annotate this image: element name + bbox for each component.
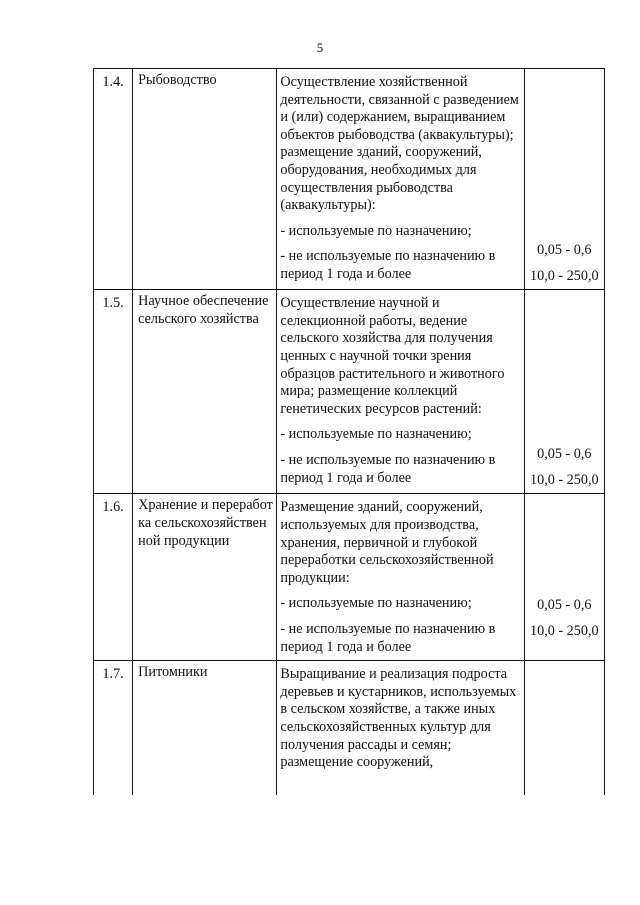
row-sub-unused: - не используемые по назначению в период 1 года и более (280, 451, 496, 486)
row-value-unused: 10,0 - 250,0 (530, 267, 599, 284)
row-description-cell (277, 69, 524, 290)
row-values-cell (524, 661, 604, 796)
row-sub-used: - используемые по назначению; (280, 426, 472, 443)
row-description-cell (277, 494, 524, 661)
table-row (94, 661, 605, 796)
row-description: Осуществление научной и селекционной работы, ведение сельского хозяйства для получения ценных с научной точки зрения образцов растительного и животного мира; размещение коллекций генетических ресурсов растений: (280, 295, 505, 417)
row-value-used: 0,05 - 0,6 (537, 446, 592, 463)
table-row (94, 494, 605, 661)
row-sub-used: - используемые по назначению; (280, 595, 472, 612)
land-use-table (93, 68, 605, 795)
row-value-unused: 10,0 - 250,0 (530, 471, 599, 488)
row-sub-unused: - не используемые по назначению в период 1 года и более (280, 620, 496, 655)
row-description: Размещение зданий, сооружений, используемых для производства, хранения, первичной и глубокой переработки сельскохозяйственной продукции: (280, 499, 494, 586)
row-description: Выращивание и реализация подроста деревьев и кустарников, используемых в сельском хозяйстве, а также иных сельскохозяйственных культур для получения рассады и семян; размещение сооружений, (280, 666, 517, 771)
row-sub-used: - используемые по назначению; (280, 222, 472, 239)
row-name: Рыбоводство (133, 69, 277, 290)
row-sub-unused: - не используемые по назначению в период 1 года и более (280, 248, 496, 282)
row-value-used: 0,05 - 0,6 (537, 597, 592, 614)
row-values-cell (524, 290, 604, 494)
row-number: 1.4. (94, 69, 133, 290)
row-description: Осуществление хозяйственной деятельности, связанной с разведением и (или) содержанием, выращиванием объектов рыбоводства (аквакультуры); размещение зданий, сооружений, оборудования, необходимых для осуществления рыбоводства (аквакультуры): (280, 74, 519, 214)
row-number: 1.6. (94, 494, 133, 661)
row-value-used: 0,05 - 0,6 (537, 242, 592, 258)
row-number: 1.5. (94, 290, 133, 494)
row-number: 1.7. (94, 661, 133, 796)
row-name: Питомники (133, 661, 277, 796)
row-description-cell (277, 661, 524, 796)
row-name: Хранение и переработка сельскохозяйственной продукции (133, 494, 277, 661)
row-values-cell (524, 69, 604, 290)
page-number: 5 (316, 40, 324, 55)
row-value-unused: 10,0 - 250,0 (530, 622, 599, 639)
row-name: Научное обеспечение сельского хозяйства (133, 290, 277, 494)
table-row (94, 290, 605, 494)
row-description-cell (277, 290, 524, 494)
row-values-cell (524, 494, 604, 661)
table-row (94, 69, 605, 290)
